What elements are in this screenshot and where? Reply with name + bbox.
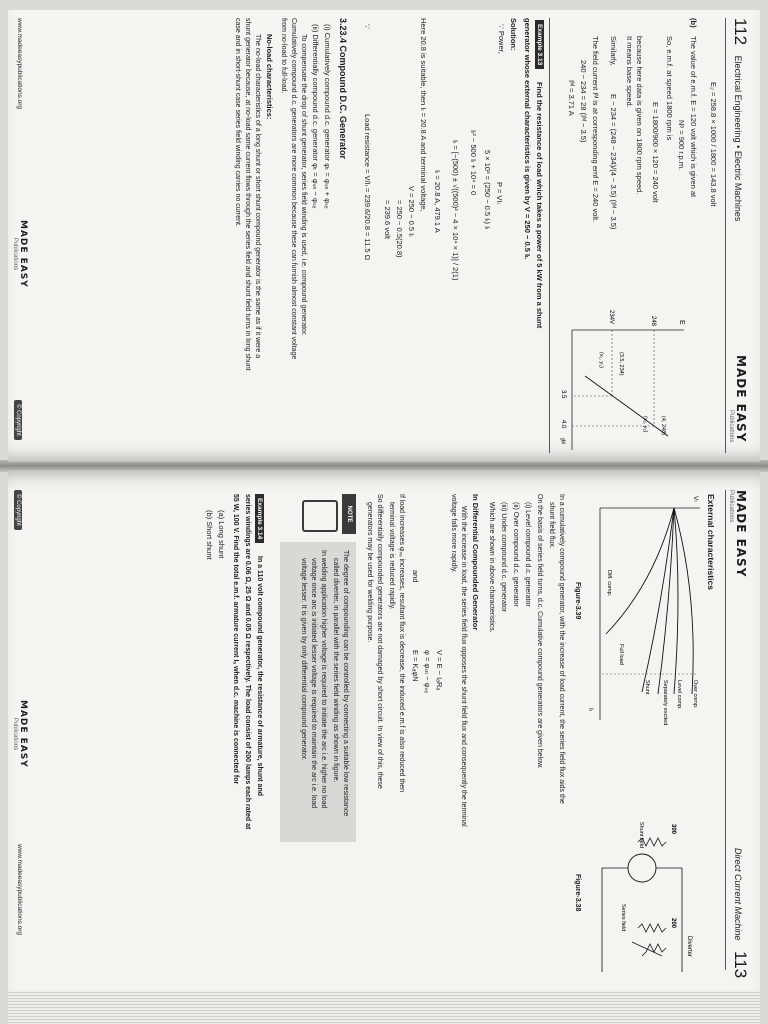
graph-y-234: 234V [608, 310, 614, 325]
bullet-1b: shunt field flux. [548, 502, 555, 549]
note-line-2b: voltage once arc is initiated lesser voltage is required to maintain the arc i.e. load [310, 558, 317, 809]
field-eq-2: Iᴹ = 3.71 A [567, 80, 576, 116]
graph-point-a: (4, 248) [660, 416, 666, 435]
curve-level-comp [674, 508, 678, 694]
quadratic-eq: Iₗ² − 500 Iₗ + 10⁴ = 0 [469, 130, 478, 196]
fig339-over-label: Over comp. [692, 680, 698, 709]
diff-para-1: With the increase in load, the series field flux opposes the shunt field flux and consequently the terminal [460, 506, 467, 827]
curve-shunt [642, 508, 674, 692]
section-item-ii: (ii) Differentially compound d.c. generator φₜ = φₛₕ − φₛₑ [311, 24, 320, 209]
bullet-2: On the basis of series field turns, d.c. Cumulative compound generators are given below. [536, 494, 543, 769]
voltage-eq-1: V = 250 − 0.5 Iₗ [407, 186, 416, 237]
example-314-q2: series windings are 0.06 Ω, 25 Ω and 0.05 Ω respectively. The load consist of 200 lamps each rated at [244, 494, 251, 830]
bullet-3a: If load increases φₛₑ increases, resultant flux is decrease, the induced e.m.f is also reduced then [398, 494, 405, 793]
noload-line-3: case and in short-shunt case series field winding carries no current. [234, 18, 241, 227]
armature-circle [628, 854, 656, 882]
example-314-b: (b) Short shunt [205, 510, 214, 560]
footer-brand-name: MADE EASY [18, 220, 28, 288]
fig339-diff-label: Diff. comp. [606, 570, 612, 597]
graph-x-label: Iᴹ [558, 438, 565, 444]
diff-para-2: voltage falls more rapidly. [450, 494, 457, 573]
graph-point-a2: (x₂, y₂) [642, 416, 648, 433]
right-brand-logo [728, 490, 748, 577]
bullet-4a: So differentially compounded generators are not damaged by short circuit. In view of this, these [376, 494, 383, 789]
right-page [8, 470, 760, 990]
similarly-eq: E − 234 = (248 − 234)/(4 − 3.5) (Iᴹ − 3.5) [609, 94, 618, 230]
right-copyright: © Copyright [14, 490, 22, 530]
nb-line: Nᵇ = 900 r.p.m. [677, 120, 686, 171]
part-b-text: The value of e.m.f. E = 120 volt which is given at [689, 36, 698, 198]
fig339-full-label: Full load [618, 644, 624, 665]
figure-338-caption: Figure-3.38 [574, 874, 581, 912]
note-line-2c: voltage lesser. It is given by only differential compound generator. [300, 558, 307, 761]
example-question-2: generator whose external characteristics is given by V = 250 − 0.5 Iₗ. [523, 18, 532, 260]
right-brand-sub: Publications [728, 490, 734, 523]
section-item-i: (i) Cumulatively compound d.c. generator φₜ = φₛₕ + φₛₑ [323, 24, 332, 209]
fig339-level-label: Level comp. [676, 680, 682, 710]
noload-line-2: shunt generator because, at no-load same current flows through the series field and shunt field turns in long shunt [244, 18, 251, 371]
emf-line [585, 376, 668, 436]
header-rule [725, 18, 726, 453]
graph-y-248: 248 [650, 316, 656, 327]
example-badge: Example 3.13 [535, 20, 544, 69]
example-question-1: Find the resistance of load which takes a power of 5 kW from a shunt [535, 82, 544, 329]
brand-sub: Publications [728, 410, 734, 443]
left-page [8, 10, 760, 462]
fig338-n200: 200 [670, 918, 676, 929]
noload-heading: No-load characteristics: [265, 34, 274, 120]
example-314-q3: 55 W, 100 V. Find the total e.m.f. armature current Iₐ when d.c. machine is connected for [232, 494, 239, 785]
graph-point-b2: (x₁, y₁) [598, 352, 604, 368]
right-footer-brand-name: MADE EASY [18, 700, 28, 768]
curve-over-comp [674, 508, 693, 694]
note-line-1b: called diverter, in parallel with the series field winding as shown in figure. [332, 558, 339, 783]
series-field-coil [638, 924, 666, 932]
brand-name: MADE EASY [734, 355, 748, 443]
list-item-ii: (ii) Over compound d.c. generator [512, 502, 519, 607]
right-footer-brand-sub: Publications [12, 717, 18, 751]
right-header-rule [725, 490, 726, 970]
right-page-header [730, 848, 750, 978]
section-para-1: To compensate the drop of shunt generator, series field winding is used, i.e. compound generator. [300, 34, 307, 336]
diverter-arrow [632, 942, 662, 956]
graph-y-label: E [678, 320, 685, 325]
voltage-eq-2: = 250 − 0.5(20.8) [395, 200, 404, 258]
page-edge-stack [8, 990, 760, 1024]
so-line: So, e.m.f. at speed 1800 rpm is [665, 36, 674, 141]
bullet-1a: In a cumulatively compound generator, with the increase of load current, the series field flux aids the [558, 494, 565, 804]
e-calc: E = 1800/900 × 120 = 240 volt [651, 102, 660, 203]
diff-eq-3: E = KₐφN [411, 650, 420, 682]
field-eq-1: 240 − 234 = 28 (Iᴹ − 3.5) [579, 60, 588, 143]
left-footer-brand [12, 220, 28, 288]
section-para-3: from no-load to full-load. [280, 18, 287, 94]
left-footer-url: www.madeeasypublications.org [16, 18, 23, 110]
base-line: It means base speed. [625, 36, 634, 108]
section-para-2: Cumulatively compound d.c. generators are more common because these can furnish almost constant voltage [290, 18, 297, 360]
left-copyright: © Copyright [14, 400, 22, 440]
figure-339 [584, 494, 704, 726]
fig339-il-label: Iₗ [587, 708, 594, 711]
right-footer-brand [12, 700, 28, 768]
e2-calc: E₂ = 258.8 × 1000 / 1800 = 143.8 volt [709, 82, 718, 207]
graph-point-b: (3.5, 234) [618, 352, 624, 376]
bullet-4b: generators may be used for welding purpose. [366, 502, 373, 643]
diff-eq-1: V = E − IₐRₐ [435, 650, 444, 691]
example-314-a: (a) Long shunt [217, 510, 226, 559]
power-label: ∵ Power, [497, 24, 506, 54]
right-page-number: 113 [731, 951, 750, 979]
brand-logo [728, 355, 748, 442]
graph-x-35: 3.5 [560, 390, 566, 399]
diverter-resistor [642, 944, 666, 956]
shown-line: Which are shown in above characteristics. [488, 502, 495, 633]
solution-label: Solution: [509, 18, 518, 51]
power-eq: P = VIₗ [495, 182, 504, 204]
example-rule [549, 18, 550, 453]
therefore-symbol: ∵ [363, 24, 372, 29]
field-current-line: The field current Iᴹ is at corresponding emf E = 240 volt. [591, 36, 600, 223]
fig338-n300: 300 [670, 824, 676, 835]
load-resistance: Load resistance = V/Iₗ = 239.6/20.8 = 11.5 Ω [363, 114, 372, 261]
fig338-diverter-label: Diverter [686, 936, 692, 958]
diff-heading: In Differential Compounded Generator [471, 494, 480, 631]
diff-eq-2: φ = φₛₕ − φₛₑ [423, 650, 432, 694]
list-item-iii: (iii) Under compound d.c. generator [500, 502, 507, 613]
fig339-shunt-label: Shunt [644, 680, 650, 695]
similarly-label: Similarly, [609, 36, 618, 66]
note-line-2a: In welding application higher voltage is required to initiate the arc i.e. higher no load [320, 550, 327, 809]
section-heading: 3.23.4 Compound D.C. Generator [338, 18, 348, 160]
list-item-i: (i) Level compound d.c. generator [524, 502, 531, 607]
graph-x-40: 4.0 [560, 420, 566, 429]
page-number: 112 [731, 18, 750, 46]
left-page-header [730, 18, 750, 221]
part-b-label: (b) [689, 18, 698, 28]
running-head: Electrical Engineering • Electric Machines [733, 55, 743, 222]
note-line-1a: The degree of compounding can be controlled by connecting a suitable low resistance [342, 550, 349, 817]
because-line: because here data is given on 1800 rpm speed. [635, 36, 644, 195]
fig338-series-label: Series field [620, 904, 626, 932]
curve-diff-comp [606, 508, 674, 634]
example-314-badge: Example 3.14 [255, 494, 264, 543]
fig339-sep-label: Separately excited [662, 680, 668, 726]
noload-line-1: The no-load characteristics of a long shunt or short shunt compound generator is the same as if it were a [254, 34, 261, 359]
figure-339-caption: Figure-3.39 [574, 582, 581, 620]
fig339-vl-label: Vₗ [692, 496, 699, 502]
right-brand-name: MADE EASY [734, 490, 748, 578]
il-solution: Iₗ = [−(500) ± √((500)² − 4 × 10⁴ × 1)] / 2(1) [451, 140, 460, 281]
voltage-eq-3: = 239.6 volt [383, 200, 392, 239]
bullet-3b: terminal voltage is reduced rapidly. [388, 502, 395, 610]
right-footer-url: www.madeeasypublications.org [16, 844, 23, 936]
right-running-head: Direct Current Machine [733, 848, 743, 941]
fig338-shunt-label: Shunt field [638, 822, 644, 848]
example-314-q1: In a 110 volt compound generator, the resistance of armature, shunt and [256, 556, 263, 797]
external-heading: External characteristics [706, 494, 716, 590]
footer-brand-sub: Publications [12, 237, 18, 271]
note-icon [302, 500, 338, 532]
figure-338 [588, 822, 702, 982]
emf-graph [558, 310, 690, 456]
suitable-line: Here 20.8 is suitable, then Iₗ = 20.8 A and terminal voltage, [419, 18, 428, 212]
power-eq-2: 5 × 10³ = (250 − 0.5 Iₗ) Iₗ [483, 150, 492, 230]
note-label: NOTE [342, 494, 356, 534]
and-label: and [411, 570, 420, 583]
il-values: Iₗ = 20.8 A, 479.1 A [433, 170, 442, 233]
